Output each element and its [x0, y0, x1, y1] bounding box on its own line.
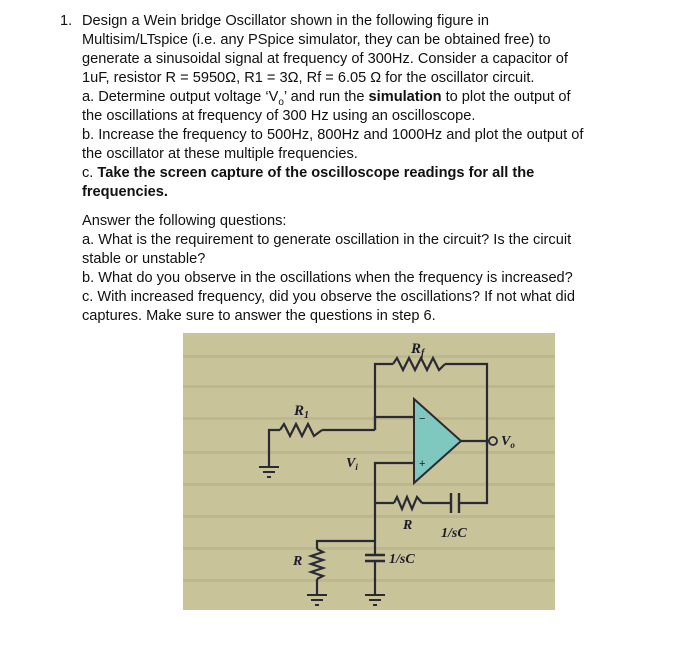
label-vi: V [346, 456, 356, 471]
part-a-line-1: a. Determine output voltage ‘$V_o$’ and run the simulation to plot the output of [82, 89, 571, 108]
label-shunt-r: R [293, 554, 303, 569]
opamp-minus-label: − [419, 413, 426, 425]
part-c-line-1: c. Take the screen capture of the oscilloscope readings for all the [82, 165, 535, 181]
label-vo-sub: o [510, 440, 515, 450]
question-number: 1. [60, 13, 73, 29]
part-c-line-2: frequencies. [82, 184, 168, 200]
label-vi-sub: i [355, 462, 358, 472]
label-series-c: 1/sC [441, 526, 467, 541]
answer-line-1: a. What is the requirement to generate oscillation in the circuit? Is the circuit [82, 232, 572, 248]
label-r1: R [294, 403, 305, 419]
figure-background [183, 333, 555, 610]
answer-line-2: stable or unstable? [82, 251, 206, 267]
part-a-line-2: the oscillations at frequency of 300 Hz using an oscilloscope. [82, 108, 476, 124]
label-r1-sub: 1 [304, 410, 310, 421]
part-b-line-1: b. Increase the frequency to 500Hz, 800Hz and 1000Hz and plot the output of [82, 127, 584, 143]
question-line-4: 1uF, resistor R = 5950Ω, R1 = 3Ω, Rf = 6.05 Ω for the oscillator circuit. [82, 70, 535, 86]
opamp-plus-label: + [419, 458, 426, 470]
label-rf-sub: f [421, 348, 425, 359]
question-line-3: generate a sinusoidal signal at frequency of 300Hz. Consider a capacitor of [82, 51, 568, 67]
answer-line-3: b. What do you observe in the oscillations when the frequency is increased? [82, 270, 573, 286]
answer-heading: Answer the following questions: [82, 213, 287, 229]
answer-line-5: captures. Make sure to answer the questions in step 6. [82, 308, 436, 324]
question-line-1: Design a Wein bridge Oscillator shown in the following figure in [82, 13, 489, 29]
label-series-r: R [403, 518, 413, 533]
answer-line-4: c. With increased frequency, did you observe the oscillations? If not what did [82, 289, 575, 305]
label-rf: R [411, 341, 422, 357]
question-line-2: Multisim/LTspice (i.e. any PSpice simulator, they can be obtained free) to [82, 32, 551, 48]
label-vo: V [501, 434, 511, 449]
part-b-line-2: the oscillator at these multiple frequencies. [82, 146, 358, 162]
wien-bridge-circuit-figure [183, 333, 555, 610]
output-terminal [489, 437, 497, 445]
label-shunt-c: 1/sC [389, 552, 415, 567]
